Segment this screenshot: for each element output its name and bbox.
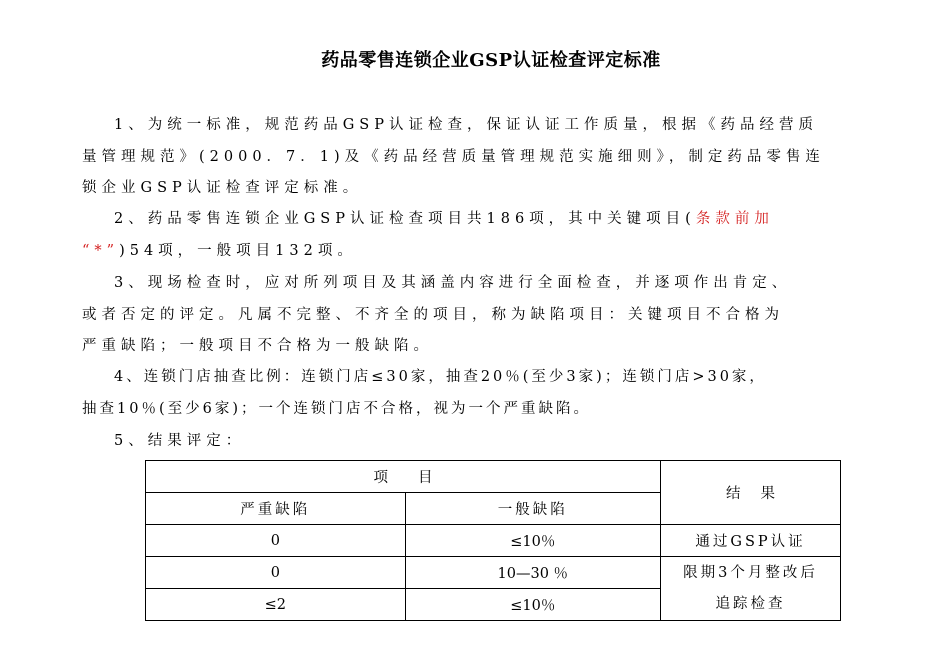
result-pass: 通过GSP认证 [661, 525, 841, 557]
paragraph-1-line-2: 量管理规范》(2000．7．1)及《药品经营质量管理规范实施细则》，制定药品零售连 [82, 148, 825, 165]
row-1-severe: 0 [146, 525, 406, 557]
table-header-row [146, 461, 841, 493]
paragraph-1-line-3: 锁企业GSP认证检查评定标准。 [82, 180, 363, 196]
header-items: 项目 [146, 461, 661, 493]
table-row [146, 557, 841, 589]
paragraph-2-line-2-text: )54项，一般项目132项。 [119, 242, 357, 259]
paragraph-3 [82, 268, 872, 363]
paragraph-3-line-3: 严重缺陷；一般项目不合格为一般缺陷。 [82, 338, 433, 354]
paragraph-2-line-2 [82, 236, 872, 268]
result-rectify [661, 557, 841, 621]
row-2-general: 10—30 ％ [405, 557, 660, 589]
paragraph-5 [82, 426, 872, 458]
paragraph-4 [82, 362, 872, 425]
paragraph-1 [82, 110, 872, 205]
paragraph-4-line-2: 抽查10％(至少6家)；一个连锁门店不合格，视为一个严重缺陷。 [82, 400, 591, 417]
header-general-defects: 一般缺陷 [405, 493, 660, 525]
paragraph-2-line-1 [82, 204, 872, 236]
header-severe-defects: 严重缺陷 [146, 493, 406, 525]
result-rectify-line-1: 限期3个月整改后 [683, 564, 818, 581]
results-table [145, 460, 841, 621]
row-3-severe: ≤2 [146, 589, 406, 621]
table-row [146, 525, 841, 557]
paragraph-3-line-2: 或者否定的评定。凡属不完整、不齐全的项目，称为缺陷项目：关键项目不合格为 [82, 306, 784, 323]
paragraph-1-line-1: 1、为统一标准，规范药品GSP认证检查，保证认证工作质量，根据《药品经营质 [114, 117, 818, 133]
row-1-general: ≤10％ [405, 525, 660, 557]
paragraph-4-line-1: 4、连锁门店抽查比例：连锁门店≤30家，抽查20％(至少3家)；连锁门店>30家， [114, 369, 767, 385]
paragraph-2-asterisk-red: “*” [82, 242, 120, 259]
result-rectify-line-2: 追踪检查 [715, 595, 786, 612]
paragraph-2 [82, 204, 872, 267]
header-result: 结果 [661, 461, 841, 525]
paragraph-2-note-red: 条款前加 [695, 211, 774, 227]
paragraph-3-line-1: 3、现场检查时，应对所列项目及其涵盖内容进行全面检查，并逐项作出肯定、 [114, 275, 792, 291]
row-2-severe: 0 [146, 557, 406, 589]
paragraph-5-line-1: 5、结果评定： [114, 433, 246, 449]
page-title: 药品零售连锁企业GSP认证检查评定标准 [321, 50, 661, 71]
paragraph-2-line-1-text: 2、药品零售连锁企业GSP认证检查项目共186项，其中关键项目( [114, 211, 696, 227]
row-3-general: ≤10％ [405, 589, 660, 621]
